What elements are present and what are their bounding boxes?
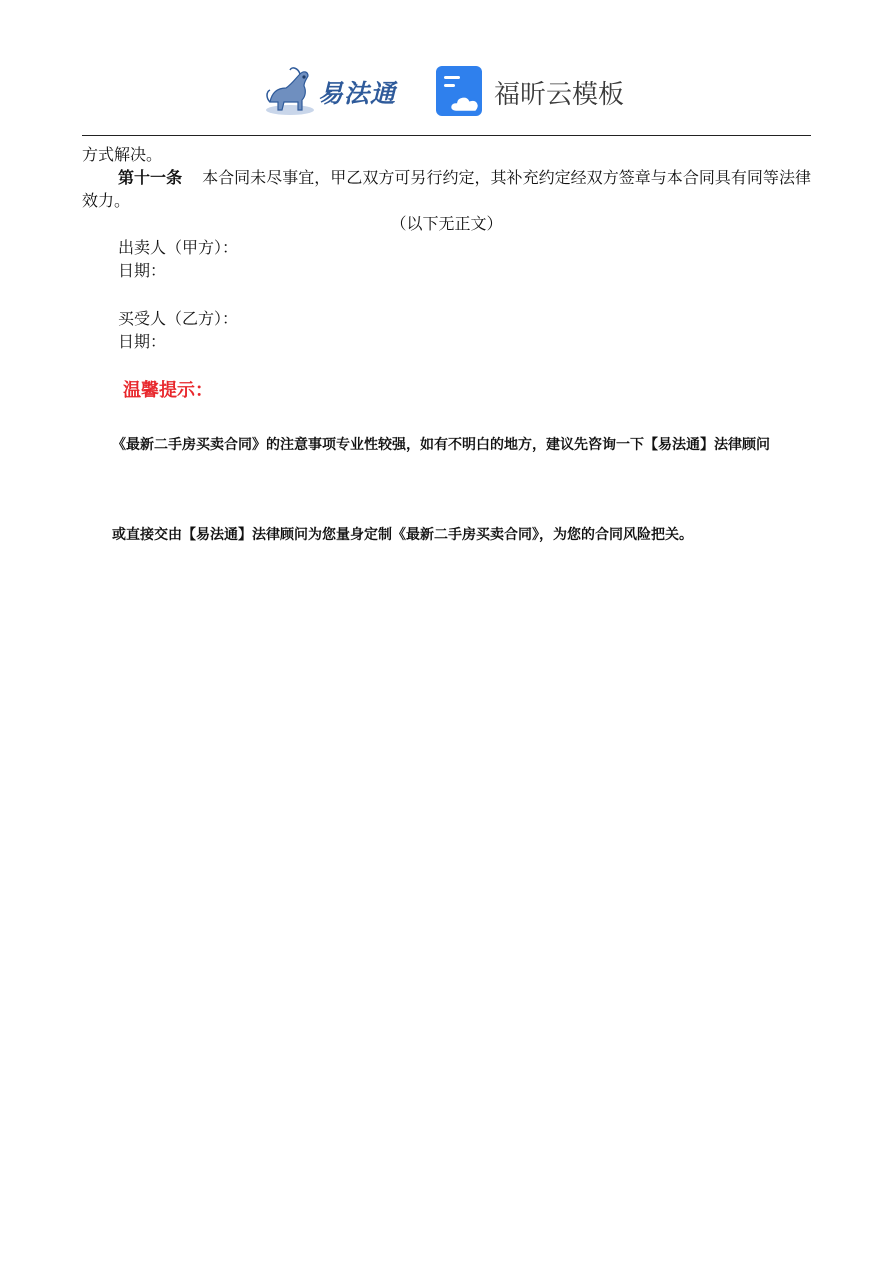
paragraph-continuation: 方式解决。 (82, 145, 163, 164)
tips-title: 温馨提示： (123, 380, 213, 401)
article-eleven (82, 166, 811, 212)
end-of-text-note: （以下无正文） (390, 214, 503, 233)
qilin-seal-icon (262, 62, 318, 118)
yifatong-logo (262, 62, 412, 118)
header-divider (82, 135, 811, 136)
buyer-date-label: 日期： (118, 332, 167, 351)
tips-line-1: 《最新二手房买卖合同》的注意事项专业性较强，如有不明白的地方，建议先咨询一下【易法通】法律顾问 (112, 437, 770, 453)
cloud-document-icon (436, 66, 488, 118)
fuxin-logo (436, 66, 636, 118)
article-label: 第十一条 (118, 168, 183, 187)
tips-line-2: 或直接交由【易法通】法律顾问为您量身定制《最新二手房买卖合同》，为您的合同风险把关。 (112, 527, 693, 543)
buyer-label: 买受人（乙方）： (118, 309, 239, 328)
article-text: 本合同未尽事宜，甲乙双方可另行约定，其补充约定经双方签章与本合同具有同等法律效力。 (82, 168, 811, 210)
fuxin-logo-text: 福昕云模板 (494, 80, 625, 110)
seller-date-label: 日期： (118, 261, 167, 280)
yifatong-logo-text: 易法通 (318, 79, 397, 108)
page-header (0, 0, 893, 135)
seller-label: 出卖人（甲方）： (118, 238, 239, 257)
